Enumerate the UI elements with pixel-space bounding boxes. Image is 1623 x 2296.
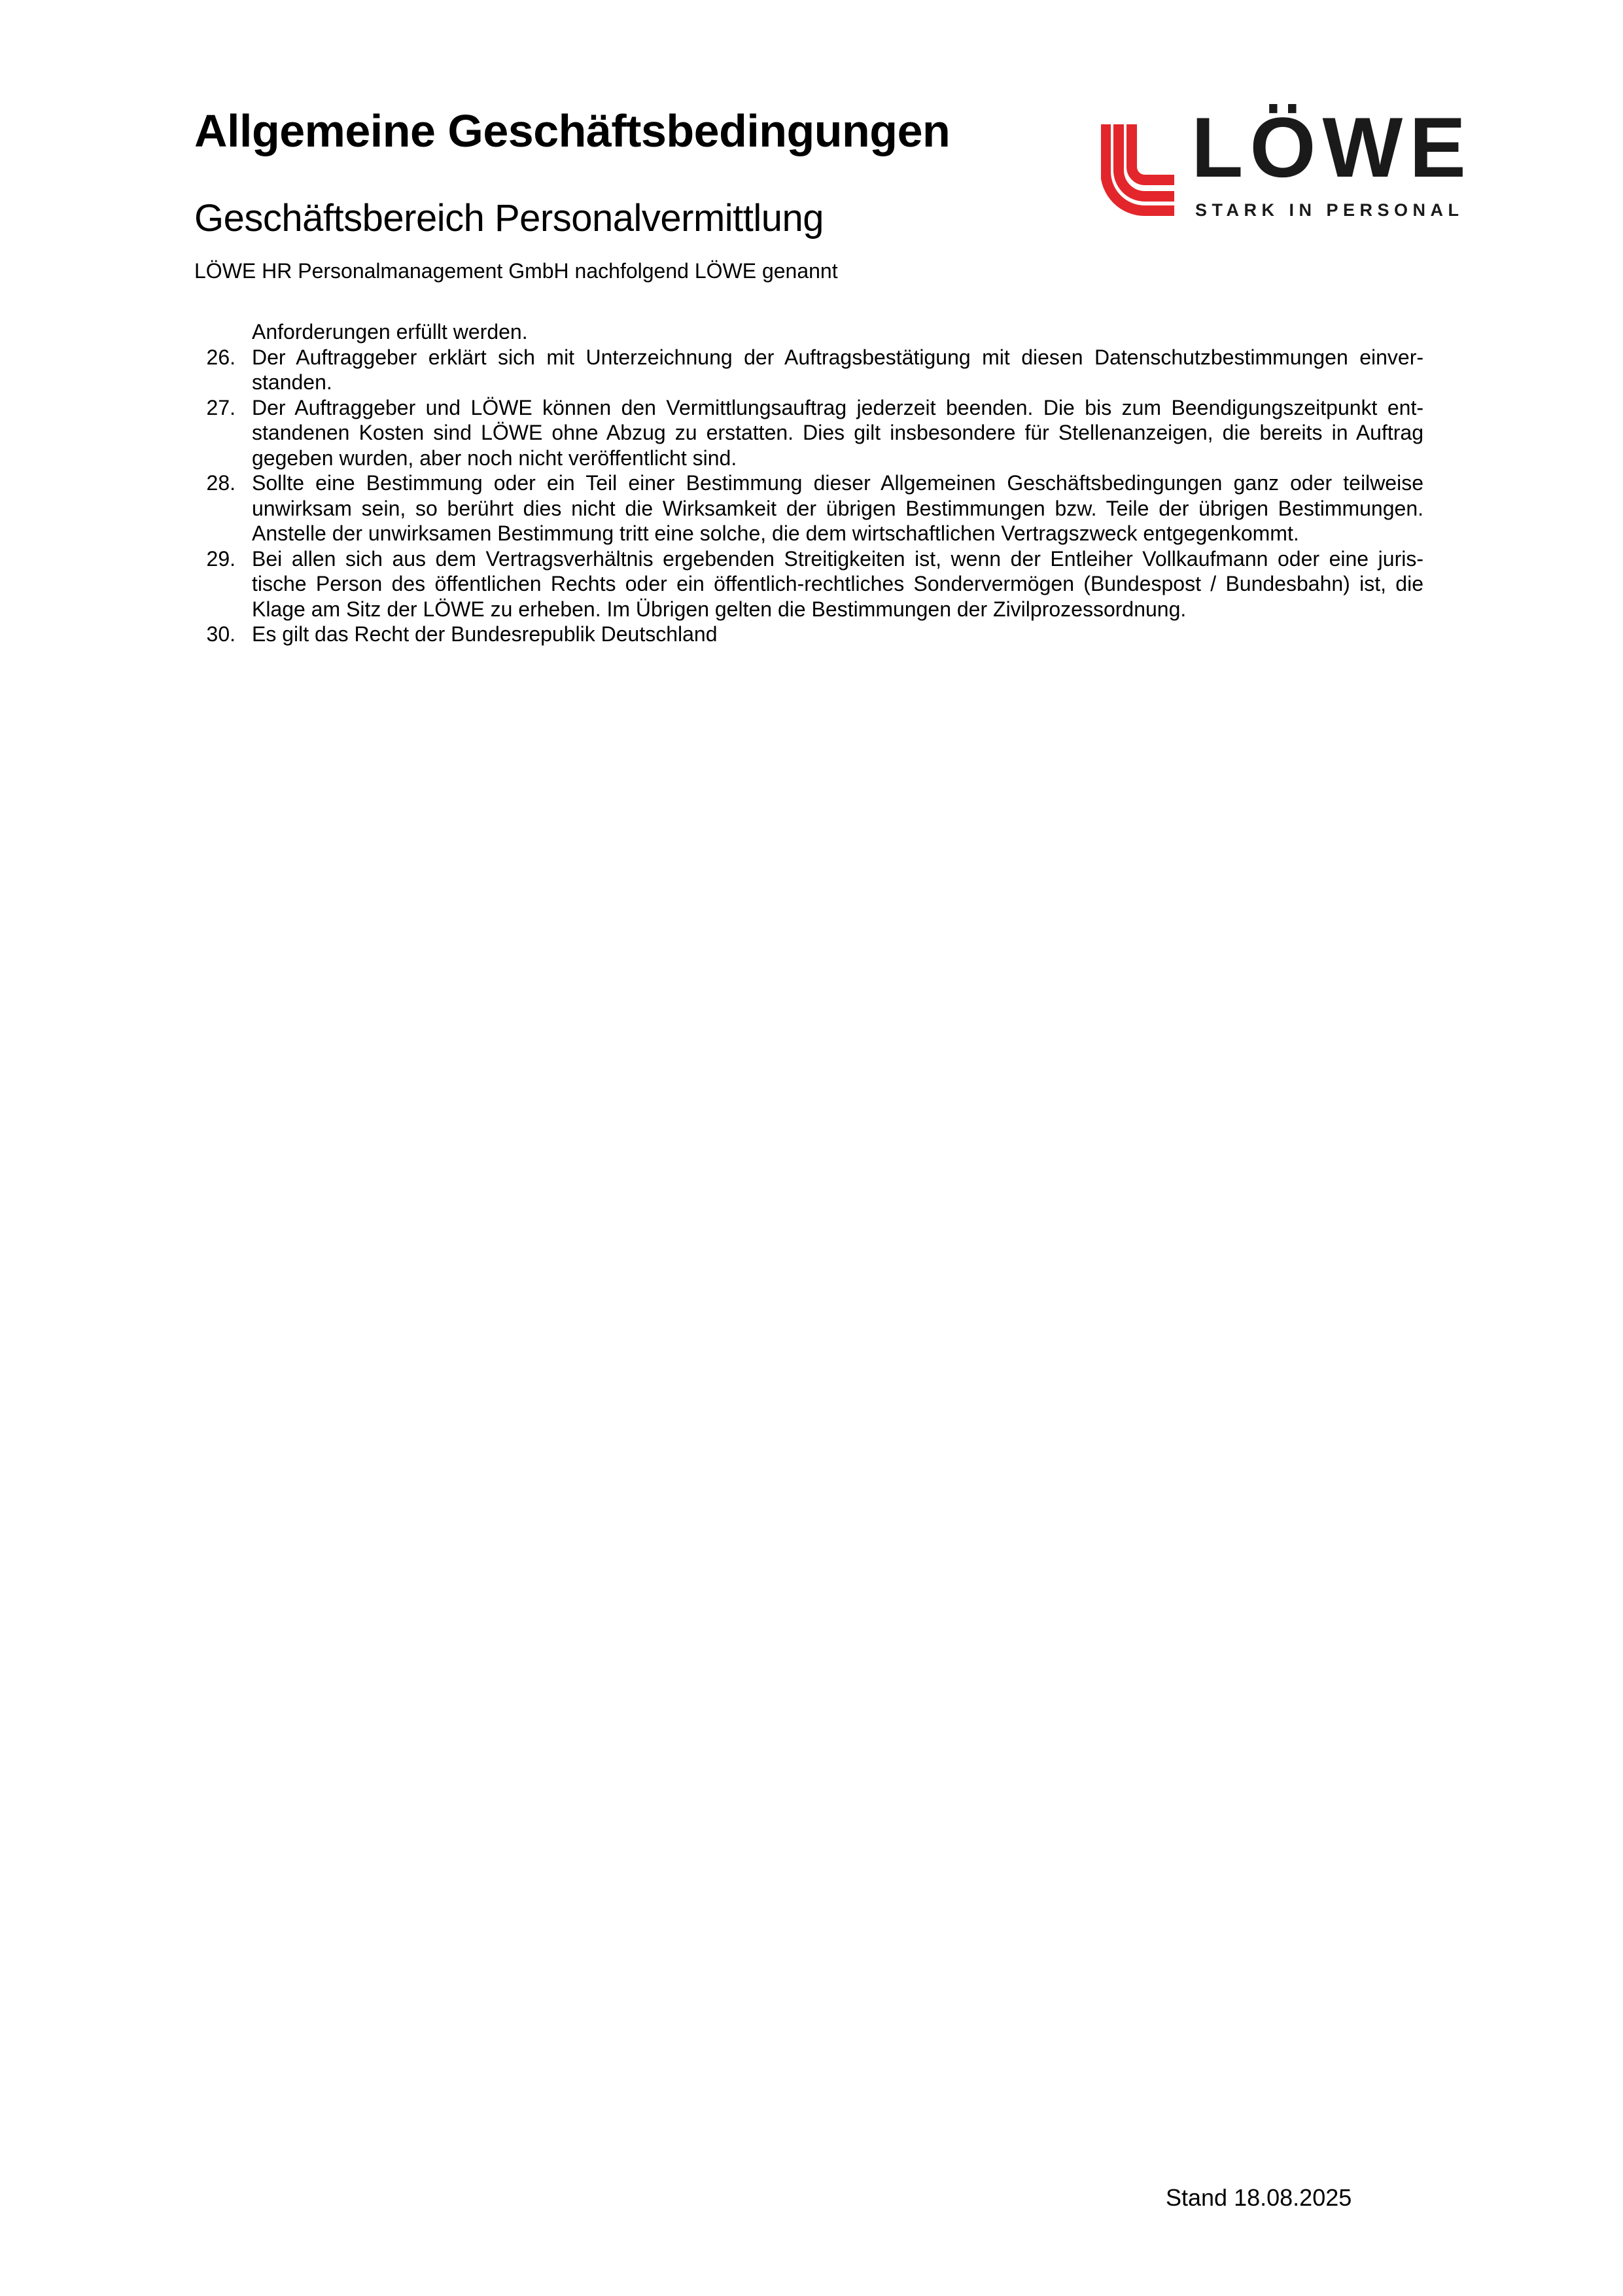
list-item [196, 470, 1423, 546]
list-item [196, 622, 1423, 647]
list-line: Der Auftraggeber und LÖWE können den Vermittlungsauftrag jederzeit beenden. Die bis zum Beendigungszeitpunkt ent- [252, 395, 1423, 419]
list-line: Es gilt das Recht der Bundesrepublik Deutschland [252, 622, 718, 646]
list-line: standen. [252, 370, 332, 394]
list-line: Bei allen sich aus dem Vertragsverhältnis ergebenden Streitigkeiten ist, wenn der Entleiher Vollkaufmann oder eine juris- [252, 546, 1423, 571]
company-line: LÖWE HR Personalmanagement GmbH nachfolgend LÖWE genannt [194, 259, 838, 283]
list-item-number: 28. [206, 471, 236, 495]
list-line: standenen Kosten sind LÖWE ohne Abzug zu erstatten. Dies gilt insbesondere für Stellenanzeigen, die bereits in Auftrag [252, 421, 1423, 444]
list-item [196, 546, 1423, 622]
document-subtitle: Geschäftsbereich Personalvermittlung [194, 197, 824, 239]
list-line: unwirksam sein, so berührt dies nicht die Wirksamkeit der übrigen Bestimmungen bzw. Teile der übrigen Bestimmungen. [252, 496, 1423, 520]
list-item [196, 395, 1423, 471]
document-title: Allgemeine Geschäftsbedingungen [194, 105, 951, 156]
list-line: gegeben wurden, aber noch nicht veröffentlicht sind. [252, 446, 737, 470]
list-line: Sollte eine Bestimmung oder ein Teil einer Bestimmung dieser Allgemeinen Geschäftsbedingungen ganz oder teilweise [252, 471, 1423, 495]
list-line: Klage am Sitz der LÖWE zu erheben. Im Übrigen gelten die Bestimmungen der Zivilprozessordnung. [252, 597, 1187, 621]
list-item-number: 30. [206, 622, 236, 646]
stand-date: Stand 18.08.2025 [1166, 2184, 1352, 2211]
logo-mark-icon [1101, 124, 1174, 217]
list-item [196, 345, 1423, 395]
list-item-number: 27. [206, 395, 236, 419]
list-item-continuation [196, 319, 1423, 345]
list-line: Anforderungen erfüllt werden. [252, 320, 528, 344]
list-line: Der Auftraggeber erklärt sich mit Unterzeichnung der Auftragsbestätigung mit diesen Datenschutzbestimmungen einver- [252, 345, 1423, 369]
terms-list [196, 319, 1423, 647]
loewe-logo [1101, 98, 1493, 222]
logo-wordmark: LÖWE [1191, 99, 1473, 195]
logo-tagline: STARK IN PERSONAL [1195, 200, 1464, 220]
list-item-number: 26. [206, 345, 236, 369]
list-item-number: 29. [206, 546, 236, 571]
list-line: Anstelle der unwirksamen Bestimmung tritt eine solche, die dem wirtschaftlichen Vertragszweck entgegenkommt. [252, 521, 1299, 545]
list-line: tische Person des öffentlichen Rechts oder ein öffentlich-rechtliches Sondervermögen (Bundespost / Bundesbahn) ist, die [252, 572, 1423, 595]
